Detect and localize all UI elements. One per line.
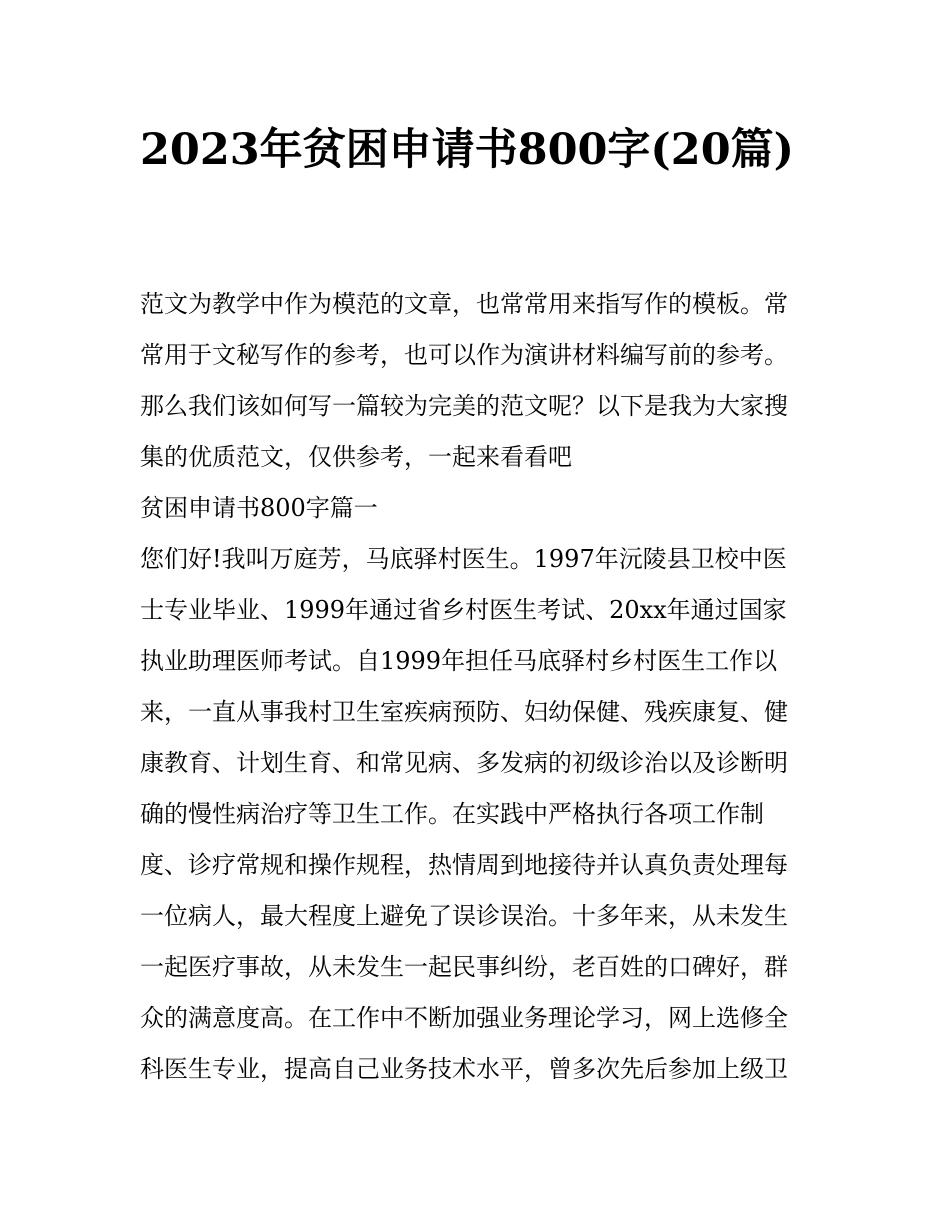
intro-line: 集的优质范文，仅供参考，一起来看看吧 [140, 443, 572, 471]
body-line: 一位病人，最大程度上避免了误诊误治。十多年来，从未发生 [140, 902, 788, 930]
body-line: 来，一直从事我村卫生室疾病预防、妇幼保健、残疾康复、健 [140, 698, 788, 726]
document-title: 2023年贫困申请书800字(20篇) [140, 125, 794, 175]
body-line: 您们好!我叫万庭芳，马底驿村医生。1997年沅陵县卫校中医 [140, 545, 787, 573]
body-line: 康教育、计划生育、和常见病、多发病的初级诊治以及诊断明 [140, 749, 788, 777]
body-line: 一起医疗事故，从未发生一起民事纠纷，老百姓的口碑好，群 [140, 953, 788, 981]
body-line: 确的慢性病治疗等卫生工作。在实践中严格执行各项工作制 [140, 800, 764, 828]
body-line: 士专业毕业、1999年通过省乡村医生考试、20xx年通过国家 [140, 596, 787, 624]
body-line: 执业助理医师考试。自1999年担任马底驿村乡村医生工作以 [140, 647, 778, 675]
body-line: 度、诊疗常规和操作规程，热情周到地接待并认真负责处理每 [140, 851, 788, 879]
body-line: 科医生专业，提高自己业务技术水平，曾多次先后参加上级卫 [140, 1055, 788, 1083]
intro-line: 常用于文秘写作的参考，也可以作为演讲材料编写前的参考。 [140, 341, 788, 369]
body-line: 众的满意度高。在工作中不断加强业务理论学习，网上选修全 [140, 1004, 788, 1032]
document-body [140, 279, 815, 1095]
intro-line: 范文为教学中作为模范的文章，也常常用来指写作的模板。常 [140, 290, 788, 318]
section-heading: 贫困申请书800字篇一 [140, 494, 378, 522]
intro-line: 那么我们该如何写一篇较为完美的范文呢？以下是我为大家搜 [140, 392, 788, 420]
